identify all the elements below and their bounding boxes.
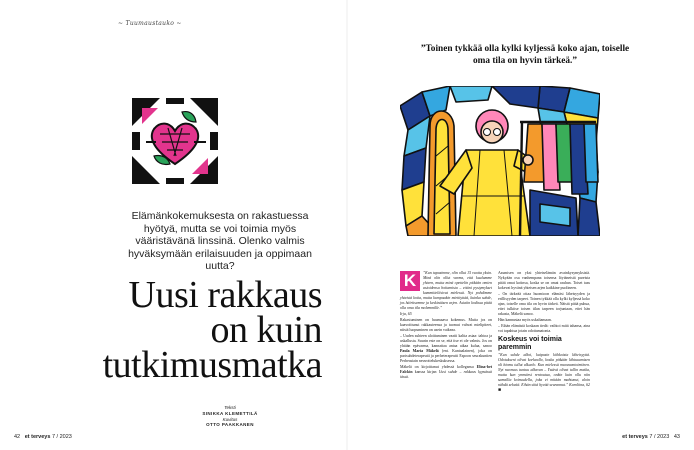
headline-line: on kuin: [210, 309, 322, 351]
body-paragraph: [400, 334, 492, 364]
body-text: (ent. Kuntaalainen), joka on parisuhdeterapeutti ja perheterapeutti Espoon seurakuntien Perheasiain neuvottelukeskuksessa.: [400, 349, 492, 364]
page-number: 43: [673, 434, 680, 440]
magazine-brand: et terveys: [24, 434, 51, 440]
heart-illustration: [132, 98, 218, 184]
section-kicker: ~ Tuumaustauko ~: [118, 20, 182, 27]
reader-quote: [498, 353, 590, 393]
body-paragraph: Hän kannustaa myös uskaltamaan.: [498, 318, 552, 323]
page-number: 42: [14, 434, 21, 440]
left-page-footer: [14, 434, 72, 440]
expert-name: Paula Maria Mäkelä: [400, 349, 439, 354]
body-paragraph: – On tärkeää ottaa huomioon elämäsi läheisyyden ja erillisyyden tarpeet. Toinen tykkää olla kylki kyljessä koko ajan, toiselle oma tila on hyvin tärkeä. Näistä pitää puhua, ettei tulkitse toisen tilan tarpeen torjuntaan, ettei hän rakasta, Mäkelä sanoo.: [498, 291, 590, 317]
article-credits: [160, 405, 300, 428]
body-paragraph: [400, 365, 492, 380]
body-text: kanssa kirjan: [412, 370, 439, 375]
drop-cap: K: [400, 271, 420, 291]
stained-glass-illustration: [400, 86, 600, 236]
author-name: SINIKKA KLEMETTILÄ: [202, 410, 258, 416]
article-deck: Elämänkokemuksesta on rakastuessa hyötyä, mutta se voi toimia myös vääristävänä linssinä. Olenko valmis hyväksymään erilaisuuden ja oppimaan uutta?: [128, 210, 312, 273]
pull-quote: ”Toinen tykkää olla kylki kyljessä koko ajan, toiselle oma tila on hyvin tärkeä.”: [420, 44, 630, 66]
headline-line: Uusi rakkaus: [128, 274, 322, 316]
illustration-credit-label: Kuvitus: [222, 416, 238, 422]
intro-quote: ”Kun tapasimme, olin ollut 15 vuotta yksin. Minä olin ollut varma, että kuulumme yhteen, mutta minä opettelin pitkään omien asioidensa hoitamista – ettäni pystymykset kammitteliisivat mielessä. Nyt pohdimme yhteistä kotia, mutta kumpaakin mietityttää, kuinka suhde, jos häiritsemme ja keskinäisen arjen. Asiaiin kodissa pitää olla oma tila molemmille.”: [400, 271, 492, 311]
intro-quote-signature: Irja, 65: [400, 312, 412, 317]
text-credit-label: Teksti: [224, 405, 236, 410]
right-page-footer: [622, 434, 680, 440]
article-column-2: [498, 271, 590, 394]
issue-number: 7 / 2023: [51, 434, 72, 440]
reader-quote-text: ”Kun suhde alkoi, kaipasin kiihkoisia läheisyyttä. Odotukseni olivat korkealla, koska pitkään lähtuuamisen oli hiomu tullut alkuelo. Kun mielessä muovaantoimiinen. Nyt nuoruus tuntuu alkavan – Ystävä olivat tullin matka, mutta kun ymmärsi rentoutua, onkin kuin ollu niin samallia koiruudella, joka ei mitään mahtunut, aloin nähdä sekvää. Eihän siitä hyvää seurannut.”: [498, 352, 590, 388]
body-text: Mäkelä on kirjoittanut yhdessä kollegansa: [400, 365, 477, 370]
article-headline: [50, 274, 322, 386]
headline-line: tutkimusmatka: [102, 344, 322, 386]
reader-quote-signature: Karoliina, 62: [569, 383, 590, 388]
book-title: Uusi suhde – rakkaus kypsässä iässä.: [400, 370, 492, 380]
illustrator-name: OTTO PAAKKANEN: [206, 422, 254, 428]
body-paragraph: – Eihän elämästä koskaan tiedä: vaihtoi mitä tahansa, aina voi tapahtua jotain odottamatonta.: [498, 323, 590, 333]
end-mark: ■: [498, 388, 502, 394]
body-paragraph: Rakastuminen on huumaava kokemus. Mutta jos on kaavoittunut rakkauteensa ja tuomut vahvat mielipiteet, niistä luopuminen on usein vaikeaa.: [400, 318, 492, 333]
section-subheading: Koskeus voi toimia paremmin: [498, 335, 562, 351]
coauthor-name: Elina-bet Falckin: [400, 365, 492, 375]
page-gutter: [346, 0, 348, 450]
body-paragraph: Asumisen on yksi yhteiselämän avainkysymyksistä. Nykyään osa vanhempana toisensa löytäneistä pareista pitää omat kotinsa, koska se on omat rauhan. Toiset taas kokevat hyvänä yhteisen arjen kaikkine puolineen.: [498, 271, 590, 291]
magazine-brand: et terveys: [622, 434, 648, 440]
article-column-1: [400, 271, 492, 381]
body-text: – Uuden suhteen aloittaminen vaatii kaltta asiaa: tahtoa ja uskallusta. Suurin este on se, että itse ei ole valmis. Jos on yhtään epävarma, kannattaa antaa aikaa kulua, sanoo: [400, 333, 492, 349]
issue-number: 7 / 2023: [649, 434, 670, 440]
